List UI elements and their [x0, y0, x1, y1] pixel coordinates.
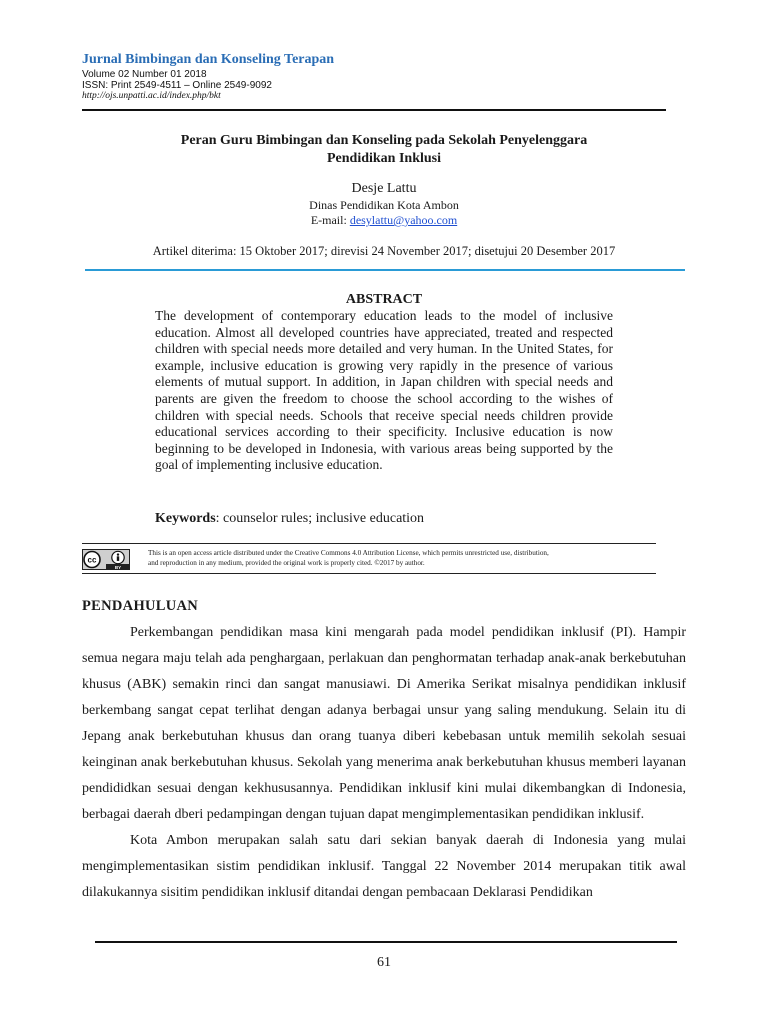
license-top-rule	[82, 543, 656, 544]
license-text	[148, 548, 658, 568]
cc-badge-text: cc	[87, 555, 97, 565]
keywords-label: Keywords	[155, 511, 216, 526]
license-line-1: This is an open access article distributed under the Creative Commons 4.0 Attribution License, which permits unrestricted use, distribution,	[148, 549, 549, 557]
section-heading: PENDAHULUAN	[82, 598, 199, 614]
body-paragraph-2: Kota Ambon merupakan salah satu dari sekian banyak daerah di Indonesia yang mulai mengimplementasikan sistim pendidikan inklusif. Tanggal 22 November 2014 merupakan titik awal dilakukannya sisitim pendidikan inklusif ditandai dengan pembacaan Deklarasi Pendidikan	[82, 833, 686, 900]
article-title-line-1: Peran Guru Bimbingan dan Konseling pada Sekolah Penyelenggara	[180, 133, 588, 148]
title-divider	[85, 269, 685, 271]
author-affiliation-block	[0, 198, 768, 228]
article-dates: Artikel diterima: 15 Oktober 2017; direvisi 24 November 2017; disetujui 20 Desember 2017	[152, 244, 616, 258]
body-text	[82, 620, 686, 906]
page-number: 61	[377, 955, 391, 970]
license-line-2: and reproduction in any medium, provided the original work is properly cited. ©2017 by author.	[148, 559, 425, 567]
article-title	[120, 132, 648, 168]
author-email-line	[0, 213, 768, 228]
by-badge-text: BY	[114, 565, 122, 570]
body-paragraph-1: Perkembangan pendidikan masa kini mengarah pada model pendidikan inklusif (PI). Hampir semua negara maju telah ada penghargaan, perlakuan dan penghormatan terhadap anak-anak berkebutuhan khusus (ABK) semakin rinci dan sangat manusiawi. Di Amerika Serikat misalnya pendidikan inklusif berkembang sangat cepat terlihat dengan adanya berbagai unsur yang saling mendukung. Selain itu di Jepang anak berkebutuhan khusus dan orang tuanya diberi kebebasan untuk memilih sekolah sesuai keinginan anak berkebutuhan khusus. Sekolah yang menerima anak berkebutuhan khusus memberi layanan pendididkan sesuai dengan kekhususannya. Pendidikan inklusif kini mulai dikembangkan di Indonesia, berbagai daerah dberi pedampingan dengan tujuan dapat mengimplementasikan pendidikan inklusif.	[82, 625, 686, 822]
article-title-line-2: Pendidikan Inklusi	[326, 151, 441, 166]
abstract-text: The development of contemporary education leads to the model of inclusive education. Almost all developed countries have appreciated, treated and respected children with special needs more detailed and very human. In the United States, for example, inclusive education is growing very rapidly in the presence of various elements of mutual support. In addition, in Japan children with special needs and parents are given the freedom to choose the school according to the wishes of children with special needs. Schools that receive special needs children provide educational services according to their specificity. Inclusive education is now beginning to be developed in Indonesia, with various areas being supported by the goal of implementing inclusive education.	[155, 308, 613, 473]
journal-url[interactable]: http://ojs.unpatti.ac.id/index.php/bkt	[82, 91, 221, 101]
journal-issn: ISSN: Print 2549-4511 – Online 2549-9092	[82, 80, 272, 91]
abstract-heading: ABSTRACT	[345, 292, 423, 307]
email-label: E-mail:	[310, 213, 350, 227]
journal-name: Jurnal Bimbingan dan Konseling Terapan	[82, 52, 335, 67]
license-bottom-rule	[82, 573, 656, 574]
creative-commons-by-icon[interactable]	[82, 549, 130, 570]
keywords-list: : counselor rules; inclusive education	[215, 511, 425, 526]
journal-volume: Volume 02 Number 01 2018	[82, 69, 207, 80]
keywords	[155, 511, 424, 527]
email-link[interactable]: desylattu@yahoo.com	[349, 213, 458, 227]
author-affiliation: Dinas Pendidikan Kota Ambon	[309, 198, 459, 212]
header-divider	[82, 109, 666, 111]
author-name: Desje Lattu	[351, 181, 417, 196]
footer-divider	[95, 941, 677, 943]
